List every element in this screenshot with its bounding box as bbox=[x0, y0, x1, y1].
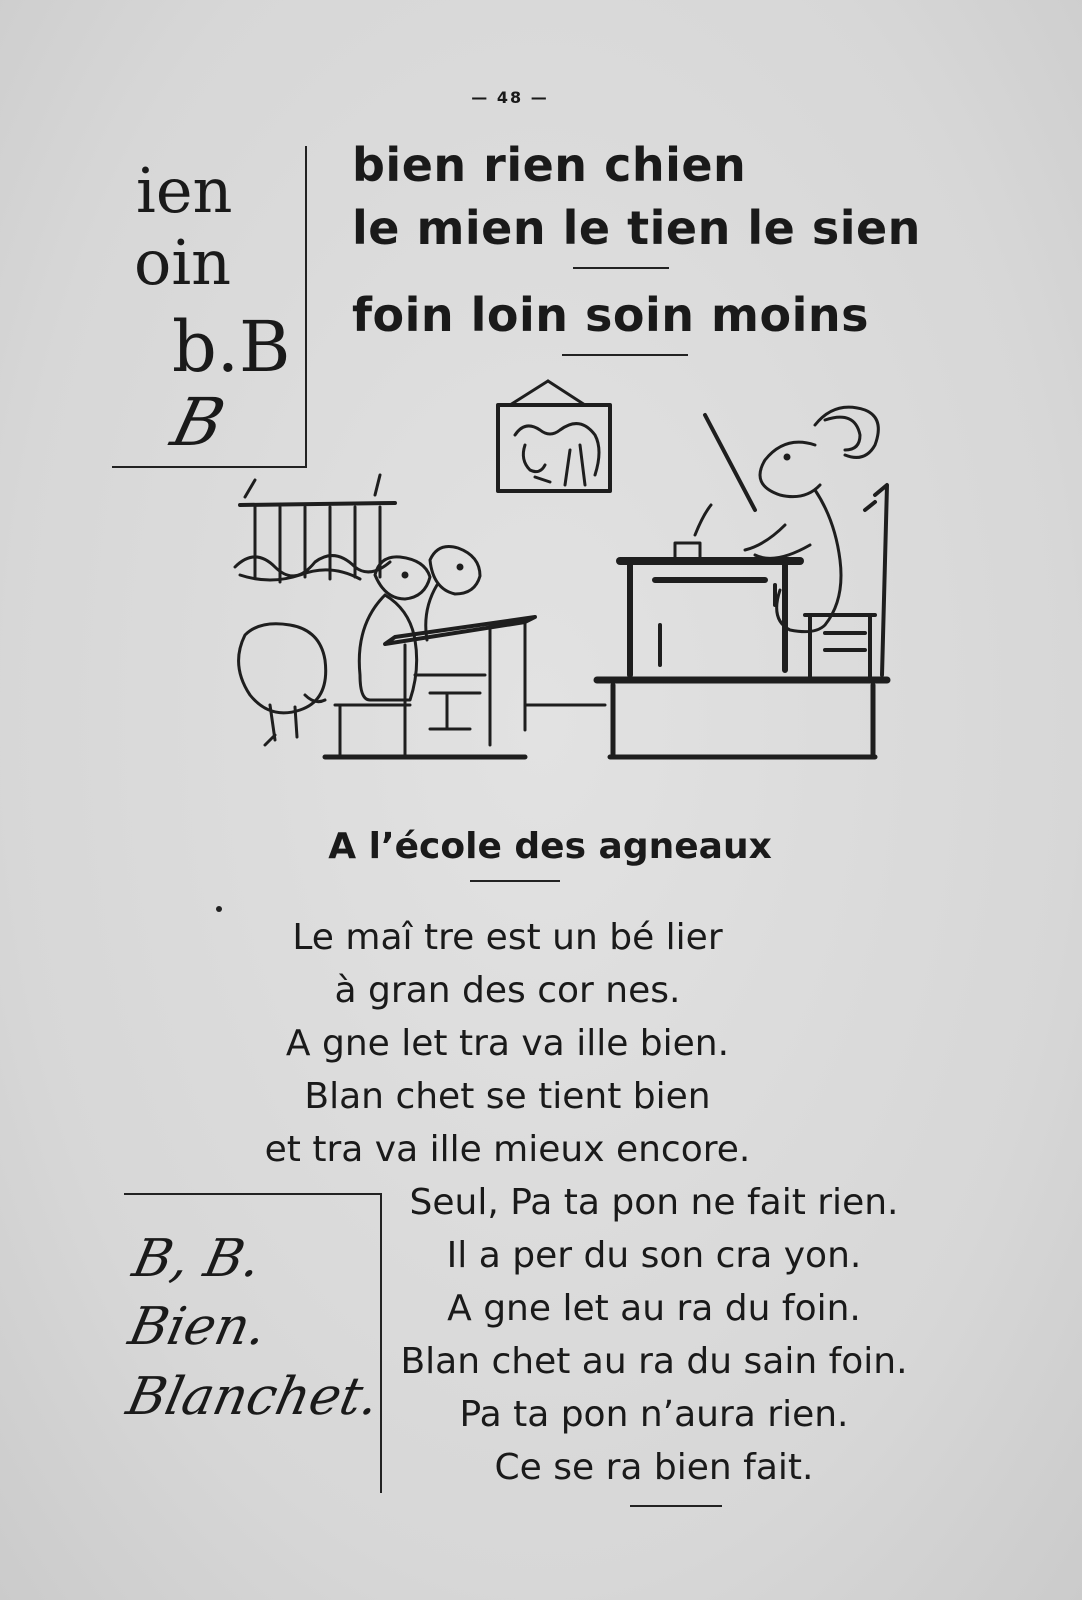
story-line-6: Seul, Pa ta pon ne fait rien. bbox=[409, 1182, 899, 1223]
letter-oin: oin bbox=[134, 226, 232, 299]
story-line-11: Ce se ra bien fait. bbox=[494, 1447, 814, 1488]
hay-rack bbox=[235, 475, 395, 582]
story-line-7: Il a per du son cra yon. bbox=[446, 1235, 862, 1276]
story-title: A l’école des agneaux bbox=[328, 826, 772, 867]
end-underline bbox=[630, 1505, 722, 1507]
cursive-line-3: Blanchet. bbox=[121, 1367, 385, 1427]
word-line-2: le mien le tien le sien bbox=[352, 201, 921, 255]
lambs-at-desk bbox=[325, 547, 605, 758]
script-letter-b: B bbox=[164, 384, 233, 461]
cursive-box bbox=[121, 1193, 385, 1493]
letter-b: b.B bbox=[172, 306, 291, 388]
word-line-1: bien rien chien bbox=[352, 138, 747, 192]
story-line-5: et tra va ille mieux encore. bbox=[264, 1129, 751, 1170]
word-line-3: foin loin soin moins bbox=[352, 288, 869, 342]
lamb-back bbox=[239, 624, 326, 745]
underline-1 bbox=[573, 267, 669, 269]
title-underline bbox=[470, 880, 560, 882]
page-number: — 48 — bbox=[471, 88, 549, 107]
ink-dot bbox=[216, 906, 222, 912]
story-line-1: Le maî tre est un bé lier bbox=[292, 917, 723, 958]
story-line-9: Blan chet au ra du sain foin. bbox=[400, 1341, 908, 1382]
story-line-4: Blan chet se tient bien bbox=[304, 1076, 711, 1117]
cursive-line-1: B, B. bbox=[127, 1229, 267, 1289]
story-line-3: A gne let tra va ille bien. bbox=[285, 1023, 730, 1064]
ram-teacher bbox=[597, 407, 887, 757]
classroom-illustration bbox=[225, 375, 925, 795]
story-line-2: à gran des cor nes. bbox=[334, 970, 681, 1011]
wall-picture bbox=[498, 381, 610, 491]
story-line-8: A gne let au ra du foin. bbox=[447, 1288, 861, 1329]
underline-2 bbox=[562, 354, 688, 356]
letter-ien: ien bbox=[136, 154, 233, 227]
cursive-line-2: Bien. bbox=[123, 1297, 273, 1357]
story-line-10: Pa ta pon n’aura rien. bbox=[459, 1394, 849, 1435]
